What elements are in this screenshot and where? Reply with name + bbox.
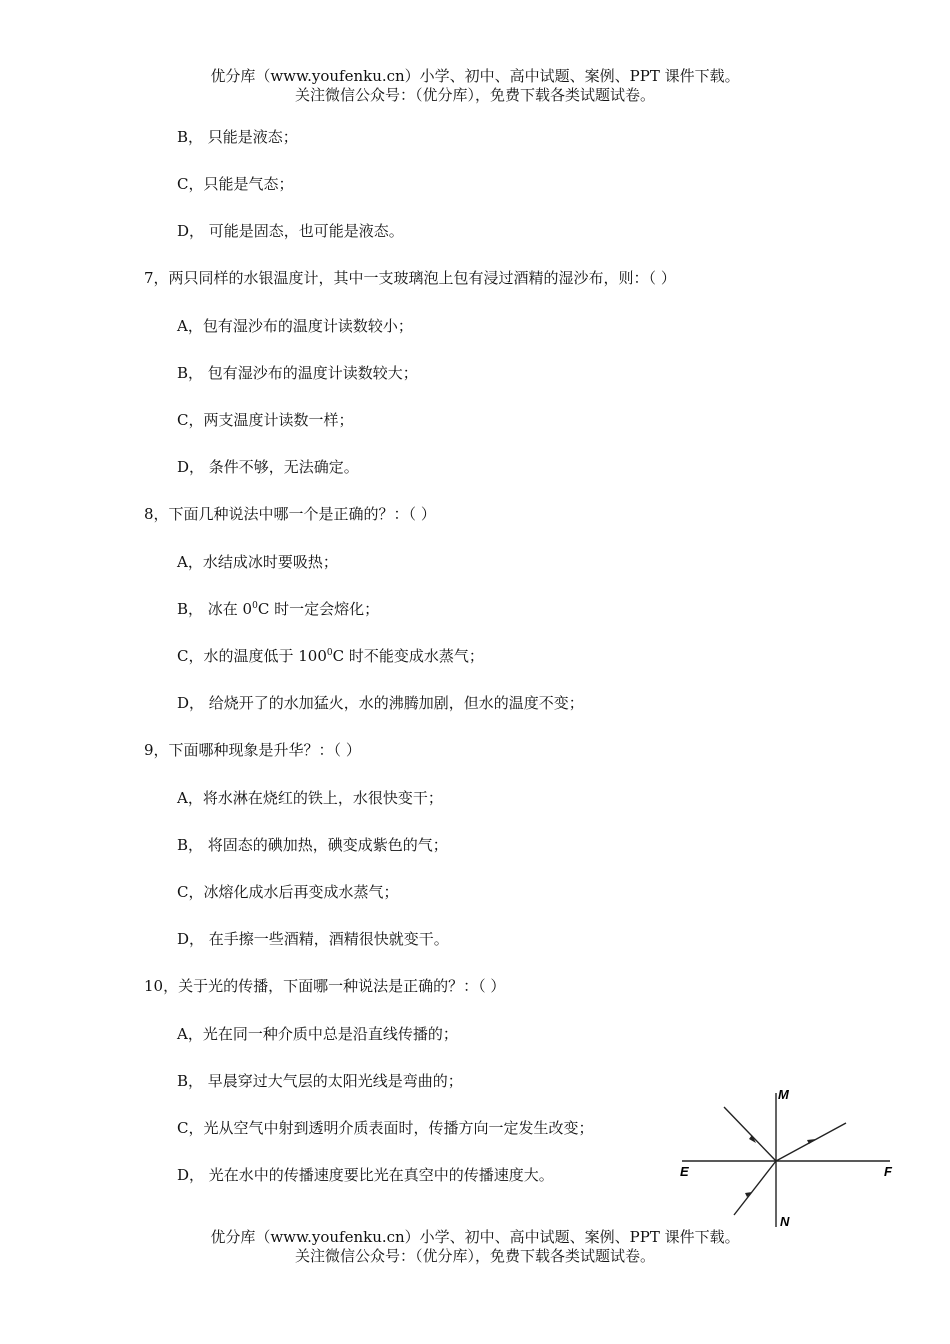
q8-stem: 8，下面几种说法中哪一个是正确的？：（ ） [144, 505, 436, 523]
footer-line-2: 关注微信公众号：（优分库），免费下载各类试题试卷。 [294, 1247, 655, 1265]
label-m: M [778, 1087, 789, 1102]
q9-option-a: A，将水淋在烧红的铁上，水很快变干； [177, 789, 443, 807]
q8-option-b [177, 599, 379, 619]
q8-option-c [177, 646, 484, 666]
ray-lower [734, 1161, 776, 1215]
incident-ray-upper [724, 1107, 776, 1161]
light-ray-diagram [676, 1083, 902, 1231]
q10-option-b: B， 早晨穿过大气层的太阳光线是弯曲的； [177, 1072, 463, 1090]
q8-option-c-text: C，水的温度低于 100 [177, 647, 327, 665]
diagram-lines [682, 1093, 890, 1227]
q7-option-c: C，两支温度计读数一样； [177, 411, 354, 429]
q10-option-a: A，光在同一种介质中总是沿直线传播的； [177, 1025, 458, 1043]
q6-option-b: B， 只能是液态； [177, 128, 298, 146]
q6-option-d: D， 可能是固态，也可能是液态。 [177, 222, 404, 240]
q10-option-c: C，光从空气中射到透明介质表面时，传播方向一定发生改变； [177, 1119, 594, 1137]
header-line-2: 关注微信公众号：（优分库），免费下载各类试题试卷。 [294, 86, 655, 104]
page-footer [0, 1228, 950, 1266]
q9-option-b: B， 将固态的碘加热，碘变成紫色的气； [177, 836, 448, 854]
footer-line-1: 优分库（www.youfenku.cn）小学、初中、高中试题、案例、PPT 课件下载。 [210, 1228, 740, 1246]
q9-stem: 9，下面哪种现象是升华？：（ ） [144, 741, 361, 759]
q7-option-d: D， 条件不够，无法确定。 [177, 458, 359, 476]
q8-option-b-text-end: C 时一定会熔化； [257, 600, 380, 618]
q10-option-d: D， 光在水中的传播速度要比光在真空中的传播速度大。 [177, 1166, 554, 1184]
degree-mark: 0 [252, 601, 258, 611]
q8-option-a: A，水结成冰时要吸热； [177, 553, 338, 571]
q10-stem: 10，关于光的传播，下面哪一种说法是正确的？：（ ） [144, 977, 506, 995]
label-e: E [680, 1164, 689, 1179]
page-header [0, 67, 950, 105]
label-f: F [884, 1164, 892, 1179]
q8-option-d: D， 给烧开了的水加猛火，水的沸腾加剧，但水的温度不变； [177, 694, 584, 712]
q9-option-d: D， 在手擦一些酒精，酒精很快就变干。 [177, 930, 449, 948]
degree-mark: 0 [326, 648, 333, 658]
header-line-1: 优分库（www.youfenku.cn）小学、初中、高中试题、案例、PPT 课件下载。 [210, 67, 740, 85]
q7-option-b: B， 包有湿沙布的温度计读数较大； [177, 364, 418, 382]
q7-stem: 7，两只同样的水银温度计，其中一支玻璃泡上包有浸过酒精的湿沙布，则：（ ） [144, 269, 676, 287]
q6-option-c: C，只能是气态； [177, 175, 294, 193]
q8-option-b-text: B， 冰在 0 [177, 600, 253, 618]
q8-option-c-text-end: C 时不能变成水蒸气； [332, 647, 484, 665]
q9-option-c: C，冰熔化成水后再变成水蒸气； [177, 883, 399, 901]
q7-option-a: A，包有湿沙布的温度计读数较小； [177, 317, 413, 335]
label-n: N [780, 1214, 790, 1229]
